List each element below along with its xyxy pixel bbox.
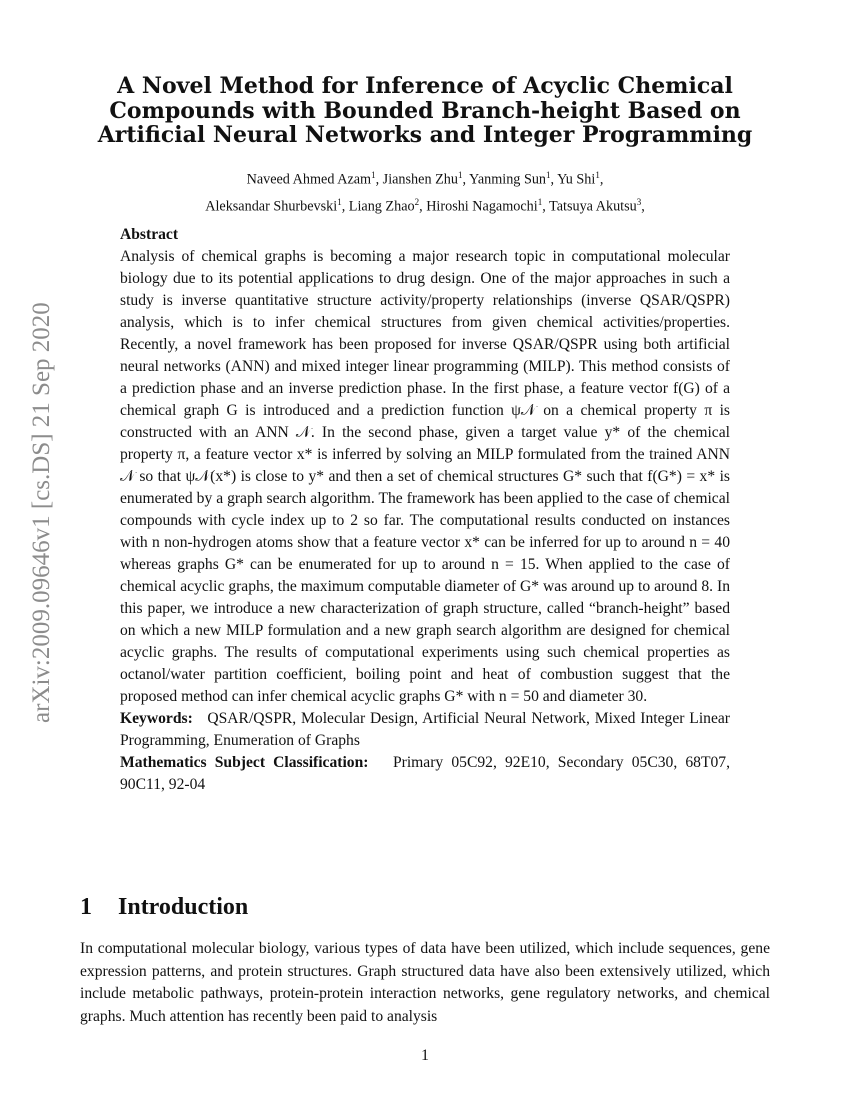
paper-title: A Novel Method for Inference of Acyclic Chemical Compounds with Bounded Branch-height Based on Artificial Neural Networks and Integer Programming (97, 73, 753, 148)
author-affiliation: 2 (414, 196, 420, 207)
section-heading (80, 894, 770, 921)
section-number: 1 (80, 894, 92, 920)
author-line-2 (80, 191, 770, 218)
msc-label: Mathematics Subject Classification: (120, 754, 369, 771)
author-separator: , (419, 198, 427, 215)
section-title: Introduction (118, 894, 249, 920)
page-number: 1 (421, 1047, 429, 1064)
keywords-text: QSAR/QSPR, Molecular Design, Artificial Neural Network, Mixed Integer Linear Programming, Enumeration of Graphs (120, 710, 730, 749)
keywords-label: Keywords: (120, 710, 193, 727)
author-affiliation: 1 (595, 170, 600, 180)
abstract-text: Analysis of chemical graphs is becoming a major research topic in computational molecular biology due to its potential applications to drug design. One of the major approaches in such a study is inverse quantitative structure activity/property relationships (inverse QSAR/QSPR) analysis, which is to infer chemical structures from given chemical activities/properties. Recently, a novel framework has been proposed for inverse QSAR/QSPR using both artificial neural networks (ANN) and mixed integer linear programming (MILP). This method consists of a prediction phase and an inverse prediction phase. In the first phase, a feature vector f(G) of a chemical graph G is introduced and a prediction function ψ𝒩 on a chemical property π is constructed with an ANN 𝒩. In the second phase, given a target value y* of the chemical property π, a feature vector x* is inferred by solving an MILP formulated from the trained ANN 𝒩 so that ψ𝒩(x*) is close to y* and then a set of chemical structures G* such that f(G*) = x* is enumerated by a graph search algorithm. The framework has been applied to the case of chemical compounds with cycle index up to 2 so far. The computational results conducted on instances with n non-hydrogen atoms show that a feature vector x* can be inferred for up to around n = 40 whereas graphs G* can be enumerated for up to around n = 15. When applied to the case of chemical acyclic graphs, the maximum computable diameter of G* was around up to around 8. In this paper, we introduce a new characterization of graph structure, called “branch-height” based on which a new MILP formulation and a new graph search algorithm are designed for chemical acyclic graphs. The results of computational experiments using such chemical properties as octanol/water partition coefficient, boiling point and heat of combustion suggest that the proposed method can infer chemical acyclic graphs G* with n = 50 and diameter 30. (120, 248, 730, 705)
author-affiliation: 1 (546, 170, 551, 180)
author-affiliation: 1 (371, 170, 376, 180)
author-separator: , (462, 171, 470, 188)
author-affiliation: 1 (457, 170, 463, 180)
author-separator: , (341, 198, 349, 215)
author-name: Naveed Ahmed Azam (246, 171, 372, 188)
author-affiliation: 1 (337, 196, 342, 207)
author-name: Liang Zhao (348, 198, 415, 215)
author-separator: , (599, 171, 604, 188)
msc-text: Primary 05C92, 92E10, Secondary 05C30, 68T07, 90C11, 92-04 (120, 754, 731, 793)
author-name: Yanming Sun (469, 171, 547, 188)
arxiv-stamp: arXiv:2009.09646v1 [cs.DS] 21 Sep 2020 (28, 302, 55, 724)
abstract-heading: Abstract (120, 226, 179, 243)
author-separator: , (375, 171, 383, 188)
author-line-1 (80, 164, 770, 191)
author-separator: , (641, 198, 645, 215)
abstract-section (120, 224, 730, 796)
author-separator: , (550, 171, 558, 188)
author-name: Jianshen Zhu (382, 171, 458, 188)
keywords-line (120, 708, 730, 752)
intro-paragraph: In computational molecular biology, various types of data have been utilized, which include sequences, gene expression patterns, and protein structures. Graph structured data have also been extensively utilized, which include metabolic pathways, protein-protein interaction networks, gene regulatory networks, and chemical graphs. Much attention has recently been paid to analysis (80, 940, 770, 1025)
author-separator: , (542, 198, 550, 215)
author-list (80, 164, 770, 217)
author-name: Hiroshi Nagamochi (426, 198, 538, 215)
author-name: Tatsuya Akutsu (549, 198, 637, 215)
author-name: Aleksandar Shurbevski (205, 198, 338, 215)
author-affiliation: 1 (537, 196, 543, 207)
author-name: Yu Shi (557, 171, 596, 188)
msc-line (120, 752, 730, 796)
author-affiliation: 3 (636, 196, 642, 207)
